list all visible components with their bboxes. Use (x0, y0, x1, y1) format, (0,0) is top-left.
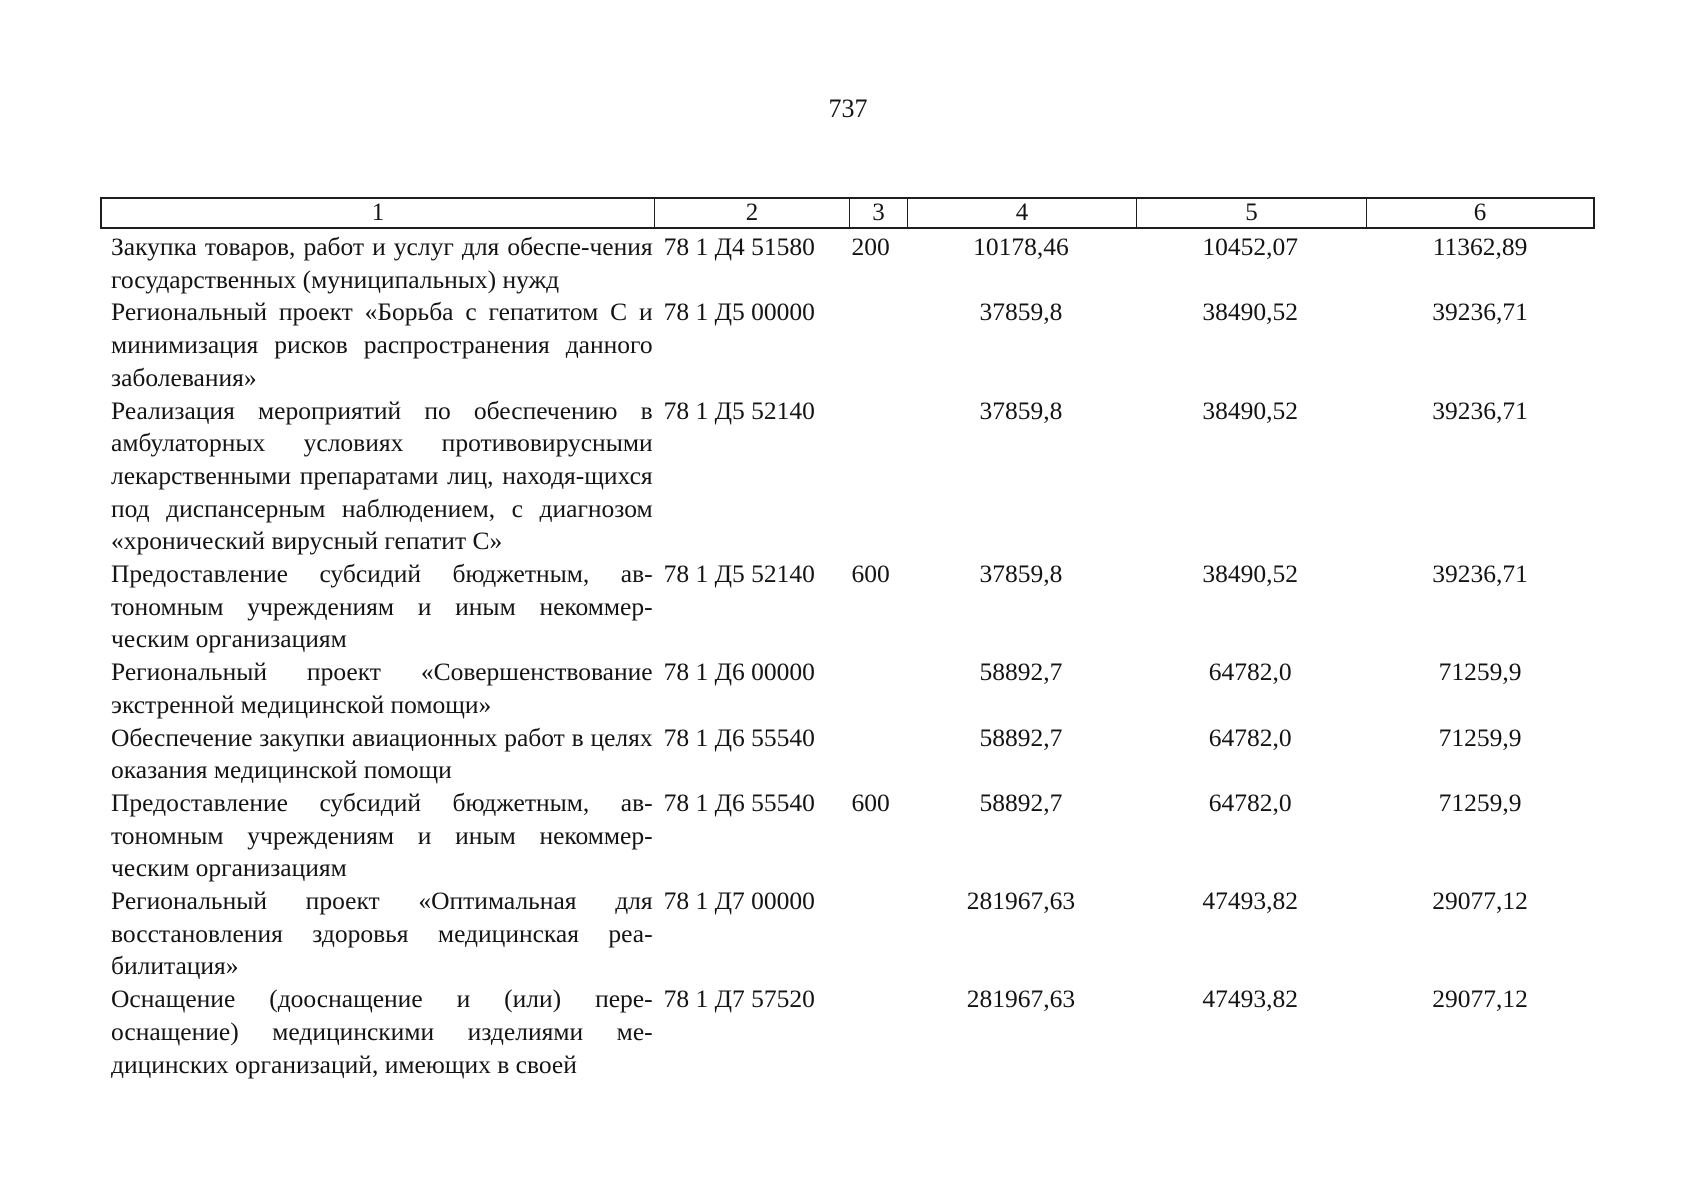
row-name: Обеспечение закупки авиационных работ в целях оказания медицинской помощи (111, 722, 653, 785)
table-row (100, 558, 1595, 656)
row-value-5: 38490,52 (1202, 559, 1299, 589)
row-name: Региональный проект «Оптимальная для восстановления здоровья медицинская реа-билитация» (111, 886, 653, 981)
table-header (100, 197, 1595, 229)
row-value-6: 39236,71 (1432, 395, 1528, 425)
row-code: 78 1 Д5 00000 (663, 297, 815, 327)
row-code: 78 1 Д6 55540 (663, 787, 815, 817)
row-value-6: 11362,89 (1432, 232, 1528, 261)
row-value-4: 58892,7 (979, 657, 1063, 687)
row-name: Предоставление субсидий бюджетным, ав-тономным учреждениям и иным некоммер-ческим организациям (111, 559, 653, 654)
row-value-4: 281967,63 (966, 984, 1076, 1014)
table-body (100, 231, 1595, 1081)
row-name: Региональный проект «Борьба с гепатитом С и минимизация рисков распространения данного заболевания» (111, 297, 653, 392)
row-type (849, 885, 907, 983)
row-type: 200 (851, 232, 890, 261)
row-value-5: 38490,52 (1202, 395, 1299, 425)
row-name: Региональный проект «Совершенствование экстренной медицинской помощи» (111, 657, 653, 719)
row-value-6: 71259,9 (1438, 657, 1522, 687)
row-type: 600 (851, 559, 890, 589)
row-name: Предоставление субсидий бюджетным, ав-тономным учреждениям и иным некоммер-ческим организациям (111, 787, 653, 883)
column-header-4: 4 (908, 199, 1137, 227)
table-row (100, 656, 1595, 721)
page-number: 737 (828, 94, 868, 123)
table-row (100, 983, 1595, 1081)
row-value-6: 39236,71 (1432, 559, 1528, 589)
table-row (100, 787, 1595, 885)
column-header-2: 2 (655, 199, 850, 227)
table-row (100, 296, 1595, 394)
column-header-6: 6 (1473, 199, 1487, 226)
row-value-4: 58892,7 (979, 722, 1063, 752)
row-value-4: 58892,7 (979, 787, 1063, 817)
row-value-6: 71259,9 (1438, 722, 1522, 752)
column-header-3: 3 (850, 199, 908, 227)
row-type (849, 983, 907, 1081)
row-code: 78 1 Д6 00000 (663, 657, 815, 687)
row-type (849, 722, 907, 787)
row-value-5: 38490,52 (1202, 297, 1299, 327)
row-value-4: 10178,46 (973, 232, 1069, 261)
row-value-5: 64782,0 (1208, 787, 1292, 817)
row-value-6: 29077,12 (1432, 984, 1528, 1014)
row-value-5: 64782,0 (1208, 657, 1292, 687)
row-value-5: 64782,0 (1208, 722, 1292, 752)
table-row (100, 231, 1595, 296)
column-header-1: 1 (102, 199, 655, 227)
row-value-6: 29077,12 (1432, 886, 1528, 916)
table-row (100, 722, 1595, 787)
row-code: 78 1 Д4 51580 (663, 232, 815, 261)
row-name: Оснащение (дооснащение и (или) пере-оснащение) медицинскими изделиями ме-дицинских организаций, имеющих в своей (111, 984, 653, 1079)
row-type (849, 296, 907, 394)
row-code: 78 1 Д6 55540 (663, 722, 815, 752)
row-value-5: 47493,82 (1202, 984, 1299, 1014)
row-code: 78 1 Д5 52140 (663, 395, 815, 425)
row-value-4: 37859,8 (979, 395, 1063, 425)
row-value-6: 71259,9 (1438, 787, 1522, 817)
table-row (100, 395, 1595, 559)
table-row (100, 885, 1595, 983)
column-header-5: 5 (1137, 199, 1367, 227)
row-value-5: 47493,82 (1202, 886, 1299, 916)
row-code: 78 1 Д7 00000 (663, 886, 815, 916)
row-value-4: 37859,8 (979, 559, 1063, 589)
row-value-5: 10452,07 (1202, 232, 1299, 261)
row-code: 78 1 Д5 52140 (663, 559, 815, 589)
row-value-4: 281967,63 (966, 886, 1076, 916)
row-value-4: 37859,8 (979, 297, 1063, 327)
row-name: Закупка товаров, работ и услуг для обеспе-чения государственных (муниципальных) нужд (111, 232, 653, 294)
row-name: Реализация мероприятий по обеспечению в амбулаторных условиях противовирусными лекарственными препаратами лиц, находя-щихся под диспансерным наблюдением, с диагнозом «хронический вирусный гепатит С» (111, 395, 653, 556)
row-type (849, 395, 907, 559)
row-type: 600 (851, 787, 890, 817)
row-type (849, 656, 907, 721)
row-value-6: 39236,71 (1432, 297, 1528, 327)
row-code: 78 1 Д7 57520 (663, 984, 815, 1014)
